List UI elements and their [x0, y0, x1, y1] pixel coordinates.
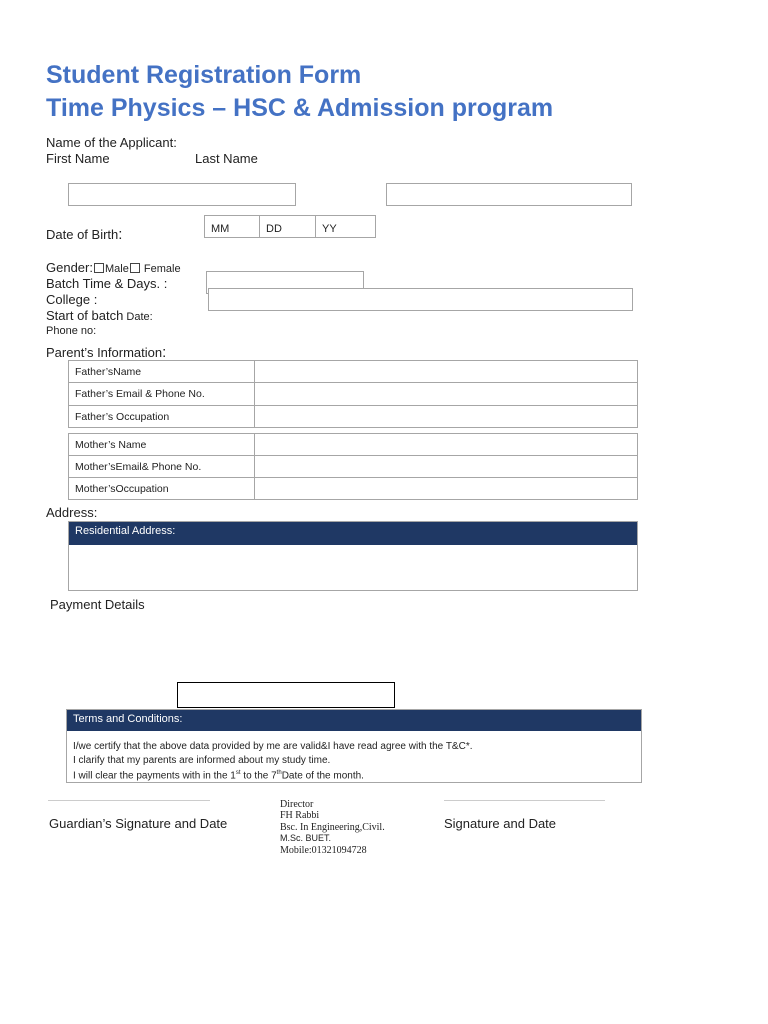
terms-line-3-b: to the 7 [240, 770, 277, 782]
male-checkbox[interactable] [94, 263, 104, 273]
terms-line-1: I/we certify that the above data provided by me are valid&I have read agree with the T&C*. [73, 741, 473, 752]
payment-field[interactable] [177, 682, 395, 708]
director-mobile: Mobile:01321094728 [280, 844, 367, 856]
director-info [280, 799, 385, 856]
last-name-label: Last Name [195, 151, 258, 166]
dob-month-field[interactable]: MM [204, 215, 260, 238]
signature-date-label: Signature and Date [444, 816, 557, 831]
terms-header: Terms and Conditions: [67, 710, 641, 731]
terms-line-3 [73, 767, 641, 783]
college-field[interactable] [208, 288, 633, 311]
first-name-field[interactable] [68, 183, 296, 206]
terms-line-3-a: I will clear the payments with in the 1 [73, 770, 236, 782]
batch-time-label: Batch Time & Days. : [46, 276, 168, 291]
male-option-label: Male [104, 263, 129, 275]
start-of-batch-label [46, 308, 153, 323]
father-name-field[interactable] [255, 361, 638, 383]
residential-address-field[interactable] [69, 545, 637, 589]
director-name: FH Rabbi [280, 810, 320, 822]
father-contact-field[interactable] [255, 383, 638, 406]
parents-section-colon: : [162, 344, 167, 361]
dob-label [46, 226, 122, 243]
start-of-batch-text: Start of batch [46, 308, 124, 323]
dob-day-field[interactable]: DD [259, 215, 316, 238]
residential-address-box [68, 521, 638, 591]
terms-box [66, 709, 642, 783]
applicant-name-label: Name of the Applicant: [46, 135, 177, 150]
terms-line-2: I clarify that my parents are informed about my study time. [73, 754, 331, 766]
form-title: Student Registration Form [46, 61, 362, 89]
mother-name-label: Mother’s Name [69, 434, 255, 456]
phone-label: Phone no: [46, 325, 97, 337]
table-row [69, 434, 638, 456]
table-row [69, 406, 638, 428]
table-row [69, 456, 638, 478]
terms-sup-th: th [276, 770, 282, 776]
mother-contact-label: Mother’sEmail& Phone No. [69, 456, 255, 478]
director-title: Director [280, 799, 314, 810]
director-degree-msc: M.Sc. BUET. [280, 833, 332, 844]
parents-section-label [46, 344, 166, 361]
female-checkbox[interactable] [130, 263, 140, 273]
father-contact-label: Father’s Email & Phone No. [69, 383, 255, 406]
father-info-table [68, 360, 638, 428]
director-degree-bsc: Bsc. In Engineering,Civil. [280, 821, 385, 833]
mother-contact-field[interactable] [255, 456, 638, 478]
start-date-suffix: Date: [123, 311, 153, 323]
father-occupation-label: Father’s Occupation [69, 406, 255, 428]
dob-colon: : [118, 226, 123, 243]
terms-sup-st: st [235, 770, 241, 776]
mother-occupation-label: Mother’sOccupation [69, 478, 255, 500]
table-row [69, 478, 638, 500]
dob-label-text: Date of Birth [46, 227, 119, 242]
payment-details-label: Payment Details [50, 597, 145, 612]
dob-year-field[interactable]: YY [315, 215, 376, 238]
table-row [69, 383, 638, 406]
guardian-signature-label: Guardian’s Signature and Date [49, 816, 228, 831]
father-occupation-field[interactable] [255, 406, 638, 428]
parents-section-text: Parent’s Information [46, 345, 163, 360]
gender-label: Gender: [46, 260, 93, 275]
address-section-label: Address: [46, 505, 98, 520]
terms-body [67, 731, 641, 783]
guardian-signature-line [48, 800, 210, 801]
first-name-label: First Name [46, 151, 110, 166]
father-name-label: Father’sName [69, 361, 255, 383]
mother-info-table [68, 433, 638, 500]
residential-address-header: Residential Address: [69, 522, 637, 545]
female-option-label: Female [140, 263, 181, 275]
last-name-field[interactable] [386, 183, 632, 206]
table-row [69, 361, 638, 383]
college-label: College : [46, 292, 98, 307]
gender-row [46, 260, 181, 275]
mother-name-field[interactable] [255, 434, 638, 456]
program-title: Time Physics – HSC & Admission program [46, 94, 554, 122]
signature-line [444, 800, 605, 801]
mother-occupation-field[interactable] [255, 478, 638, 500]
terms-line-3-c: Date of the month. [281, 770, 364, 782]
